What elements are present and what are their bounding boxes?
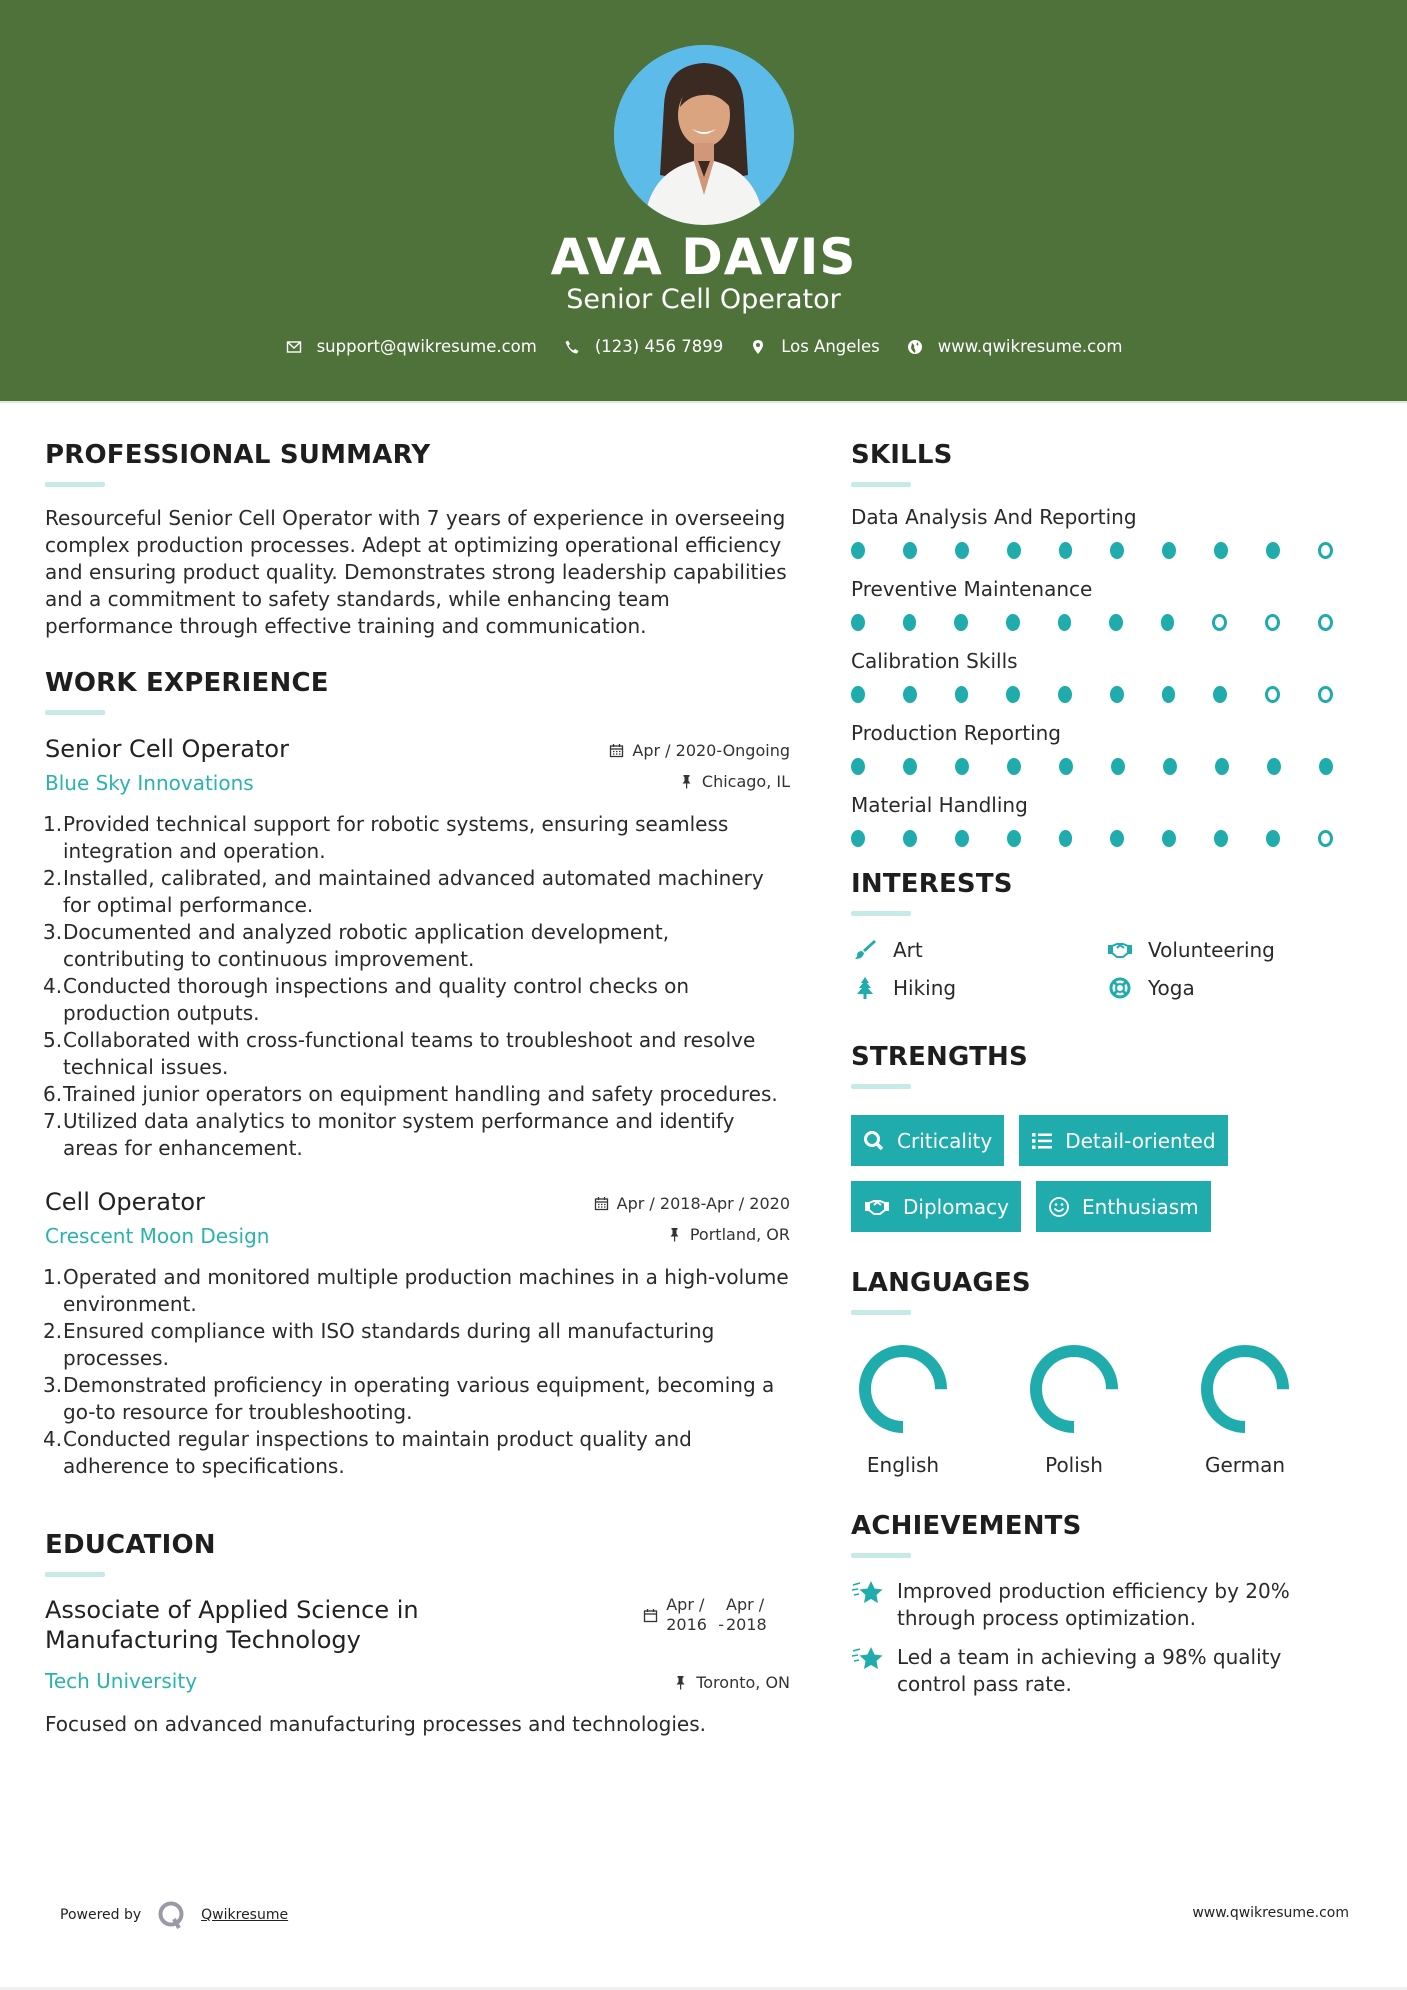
education-location <box>673 1673 790 1692</box>
skill-item <box>851 649 1371 703</box>
map-marker-icon <box>749 338 767 356</box>
globe-icon <box>906 338 924 356</box>
filled-dot-icon <box>1162 542 1176 559</box>
job-date <box>594 1194 790 1213</box>
search-icon <box>863 1130 885 1152</box>
filled-dot-icon <box>851 614 865 631</box>
bullet-item: 3. Documented and analyzed robotic application development, contributing to continuous improvement. <box>43 920 670 971</box>
skill-item <box>851 505 1371 559</box>
education-date <box>643 1595 770 1635</box>
filled-dot-icon <box>1058 614 1072 631</box>
resume-header <box>0 0 1407 403</box>
contact-phone[interactable] <box>563 337 723 356</box>
footer-website-link[interactable]: www.qwikresume.com <box>1192 1905 1349 1921</box>
education-location-text: Toronto, ON <box>696 1673 790 1692</box>
filled-dot-icon <box>955 830 969 847</box>
education-section <box>45 1530 790 1738</box>
filled-dot-icon <box>1006 614 1020 631</box>
heading-underline <box>851 482 911 487</box>
filled-dot-icon <box>1059 830 1073 847</box>
section-heading: STRENGTHS <box>851 1042 1028 1072</box>
language-progress-ring-icon <box>1028 1343 1120 1435</box>
filled-dot-icon <box>1215 758 1229 775</box>
qwikresume-link[interactable]: Qwikresume <box>201 1907 289 1923</box>
language-item <box>1022 1343 1193 1477</box>
contact-bar <box>0 337 1407 356</box>
paintbrush-icon <box>851 938 879 962</box>
bullet-item: 7. Utilized data analytics to monitor system performance and identify areas for enhancement. <box>43 1109 735 1160</box>
section-heading: PROFESSIONAL SUMMARY <box>45 440 431 470</box>
filled-dot-icon <box>1109 614 1123 631</box>
filled-dot-icon <box>955 758 969 775</box>
skills-section <box>851 440 1371 847</box>
filled-dot-icon <box>1163 758 1177 775</box>
heading-underline <box>851 911 911 916</box>
bullet-item: 2. Ensured compliance with ISO standards during all manufacturing processes. <box>43 1319 715 1370</box>
section-heading: EDUCATION <box>45 1530 216 1560</box>
achievements-section <box>851 1511 1371 1698</box>
phone-icon <box>563 338 581 356</box>
skill-item <box>851 793 1371 847</box>
skill-label: Calibration Skills <box>851 649 1018 673</box>
filled-dot-icon <box>1007 542 1021 559</box>
heading-underline <box>851 1310 911 1315</box>
calendar-icon <box>609 743 624 758</box>
list-icon <box>1031 1130 1053 1152</box>
right-column <box>851 440 1371 1698</box>
professional-summary-section <box>45 440 790 640</box>
strength-badge: Enthusiasm <box>1036 1181 1211 1232</box>
candidate-title: Senior Cell Operator <box>566 284 841 315</box>
contact-phone-text: (123) 456 7899 <box>594 337 724 356</box>
interest-item: Yoga <box>1106 976 1361 1000</box>
section-heading: WORK EXPERIENCE <box>45 668 329 698</box>
handshake-icon <box>863 1196 891 1218</box>
job-bullets <box>45 811 790 1162</box>
filled-dot-icon <box>1213 686 1227 703</box>
filled-dot-icon <box>851 542 865 559</box>
bullet-item: 4. Conducted regular inspections to maintain product quality and adherence to specifications. <box>43 1427 692 1478</box>
powered-by-label: Powered by <box>60 1907 142 1923</box>
person-photo-icon <box>614 45 794 225</box>
filled-dot-icon <box>1319 758 1333 775</box>
language-label: English <box>866 1453 940 1477</box>
filled-dot-icon <box>1162 686 1176 703</box>
heading-underline <box>851 1553 911 1558</box>
calendar-icon <box>594 1196 609 1211</box>
powered-by <box>60 1900 288 1930</box>
job-title: Cell Operator <box>45 1188 205 1216</box>
language-label: German <box>1204 1453 1286 1477</box>
filled-dot-icon <box>955 542 969 559</box>
job-entry <box>45 1188 790 1480</box>
language-item <box>1193 1343 1364 1477</box>
filled-dot-icon <box>955 686 969 703</box>
filled-dot-icon <box>1007 758 1021 775</box>
job-entry <box>45 735 790 1162</box>
language-item <box>851 1343 1022 1477</box>
skill-label: Production Reporting <box>851 721 1061 745</box>
company-name: Blue Sky Innovations <box>45 771 254 795</box>
strength-badge: Criticality <box>851 1115 1004 1166</box>
star-achievement-icon <box>851 1578 885 1608</box>
bullet-item: 4. Conducted thorough inspections and quality control checks on production outputs. <box>43 974 690 1025</box>
job-location <box>679 772 790 791</box>
job-location <box>667 1225 790 1244</box>
lifebuoy-icon <box>1106 976 1134 1000</box>
left-column <box>45 440 790 1738</box>
skill-label: Preventive Maintenance <box>851 577 1093 601</box>
filled-dot-icon <box>903 542 917 559</box>
work-experience-section <box>45 668 790 1480</box>
contact-website-text: www.qwikresume.com <box>937 337 1123 356</box>
filled-dot-icon <box>851 758 865 775</box>
skill-rating <box>851 613 1371 631</box>
filled-dot-icon <box>903 686 917 703</box>
date-start: Apr / 2016 <box>666 1595 707 1634</box>
achievement-item: Improved production efficiency by 20% through process optimization. <box>851 1578 1371 1632</box>
pushpin-icon <box>679 774 694 789</box>
bullet-item: 2. Installed, calibrated, and maintained advanced automated machinery for optimal performance. <box>43 866 764 917</box>
skill-rating <box>851 541 1371 559</box>
filled-dot-icon <box>903 614 917 631</box>
filled-dot-icon <box>954 614 968 631</box>
interests-section <box>851 869 1371 1000</box>
filled-dot-icon <box>1110 542 1124 559</box>
filled-dot-icon <box>851 686 865 703</box>
skill-label: Data Analysis And Reporting <box>851 505 1137 529</box>
candidate-name: AVA DAVIS <box>550 228 857 286</box>
empty-dot-icon <box>1212 614 1227 631</box>
filled-dot-icon <box>1110 686 1124 703</box>
empty-dot-icon <box>1265 614 1280 631</box>
filled-dot-icon <box>1214 542 1228 559</box>
skill-rating <box>851 829 1371 847</box>
bullet-item: 6. Trained junior operators on equipment handling and safety procedures. <box>43 1082 778 1106</box>
filled-dot-icon <box>1111 758 1125 775</box>
heading-underline <box>45 482 105 487</box>
filled-dot-icon <box>1110 830 1124 847</box>
handshake-icon <box>1106 938 1134 962</box>
filled-dot-icon <box>1007 830 1021 847</box>
education-entry <box>45 1595 790 1707</box>
skill-item <box>851 577 1371 631</box>
empty-dot-icon <box>1318 830 1333 847</box>
bullet-item: 1. Provided technical support for robotic systems, ensuring seamless integration and operation. <box>43 812 729 863</box>
empty-dot-icon <box>1318 614 1333 631</box>
contact-location-text: Los Angeles <box>781 337 880 356</box>
skill-rating <box>851 685 1371 703</box>
languages-section <box>851 1268 1371 1477</box>
job-bullets <box>45 1264 790 1480</box>
empty-dot-icon <box>1318 686 1333 703</box>
job-date-text: Apr / 2020-Ongoing <box>632 741 790 760</box>
date-separator: - <box>718 1615 724 1634</box>
qwikresume-logo-icon <box>157 1900 187 1930</box>
language-progress-ring-icon <box>1199 1343 1291 1435</box>
interest-item: Art <box>851 938 1106 962</box>
bullet-item: 1. Operated and monitored multiple production machines in a high-volume environment. <box>43 1265 789 1316</box>
filled-dot-icon <box>1162 830 1176 847</box>
filled-dot-icon <box>851 830 865 847</box>
contact-location <box>749 337 880 356</box>
strengths-section <box>851 1042 1371 1232</box>
filled-dot-icon <box>1266 542 1280 559</box>
star-achievement-icon <box>851 1644 885 1674</box>
skills-list <box>851 505 1371 847</box>
skill-item <box>851 721 1371 775</box>
smile-icon <box>1048 1196 1070 1218</box>
school-name: Tech University <box>45 1669 198 1693</box>
filled-dot-icon <box>1214 830 1228 847</box>
section-heading: SKILLS <box>851 440 953 470</box>
filled-dot-icon <box>1059 542 1073 559</box>
strength-badge: Detail-oriented <box>1019 1115 1227 1166</box>
filled-dot-icon <box>1161 614 1175 631</box>
filled-dot-icon <box>1267 758 1281 775</box>
filled-dot-icon <box>1266 830 1280 847</box>
bullet-item: 3. Demonstrated proficiency in operating various equipment, becoming a go-to resource for troubleshooting. <box>43 1373 775 1424</box>
education-description: Focused on advanced manufacturing processes and technologies. <box>45 1712 707 1736</box>
section-heading: INTERESTS <box>851 869 1013 899</box>
interests-list <box>851 938 1371 1000</box>
section-heading: ACHIEVEMENTS <box>851 1511 1082 1541</box>
pushpin-icon <box>673 1675 688 1690</box>
languages-list <box>851 1343 1371 1477</box>
tree-icon <box>851 976 879 1000</box>
summary-text: Resourceful Senior Cell Operator with 7 years of experience in overseeing complex production processes. Adept at optimizing operational efficiency and ensuring product quality. Demonstrates strong leadership capabilities and a commitment to safety standards, while enhancing team performance through effective training and communication. <box>45 506 787 638</box>
date-end: Apr / 2018 <box>726 1595 767 1634</box>
interest-item: Hiking <box>851 976 1106 1000</box>
contact-website[interactable] <box>906 337 1123 356</box>
heading-underline <box>851 1084 911 1089</box>
calendar-icon <box>643 1608 658 1623</box>
empty-dot-icon <box>1265 686 1280 703</box>
profile-photo <box>614 45 794 225</box>
strengths-list <box>851 1115 1271 1232</box>
contact-email-text: support@qwikresume.com <box>316 337 537 356</box>
job-location-text: Chicago, IL <box>701 772 790 791</box>
envelope-icon <box>285 338 303 356</box>
language-progress-ring-icon <box>857 1343 949 1435</box>
achievement-item: Led a team in achieving a 98% quality control pass rate. <box>851 1644 1371 1698</box>
filled-dot-icon <box>1059 758 1073 775</box>
empty-dot-icon <box>1318 542 1333 559</box>
heading-underline <box>45 1572 105 1577</box>
contact-email[interactable] <box>285 337 537 356</box>
filled-dot-icon <box>1058 686 1072 703</box>
filled-dot-icon <box>903 830 917 847</box>
skill-label: Material Handling <box>851 793 1028 817</box>
company-name: Crescent Moon Design <box>45 1224 270 1248</box>
filled-dot-icon <box>903 758 917 775</box>
interest-item: Volunteering <box>1106 938 1361 962</box>
skill-rating <box>851 757 1371 775</box>
heading-underline <box>45 710 105 715</box>
pushpin-icon <box>667 1227 682 1242</box>
bullet-item: 5. Collaborated with cross-functional teams to troubleshoot and resolve technical issues. <box>43 1028 756 1079</box>
strength-badge: Diplomacy <box>851 1181 1021 1232</box>
job-title: Senior Cell Operator <box>45 735 289 763</box>
filled-dot-icon <box>1006 686 1020 703</box>
job-date <box>609 741 790 760</box>
degree-title: Associate of Applied Science in Manufacturing Technology <box>45 1596 419 1654</box>
job-date-text: Apr / 2018-Apr / 2020 <box>616 1194 790 1213</box>
language-label: Polish <box>1045 1453 1103 1477</box>
section-heading: LANGUAGES <box>851 1268 1031 1298</box>
job-location-text: Portland, OR <box>689 1225 790 1244</box>
